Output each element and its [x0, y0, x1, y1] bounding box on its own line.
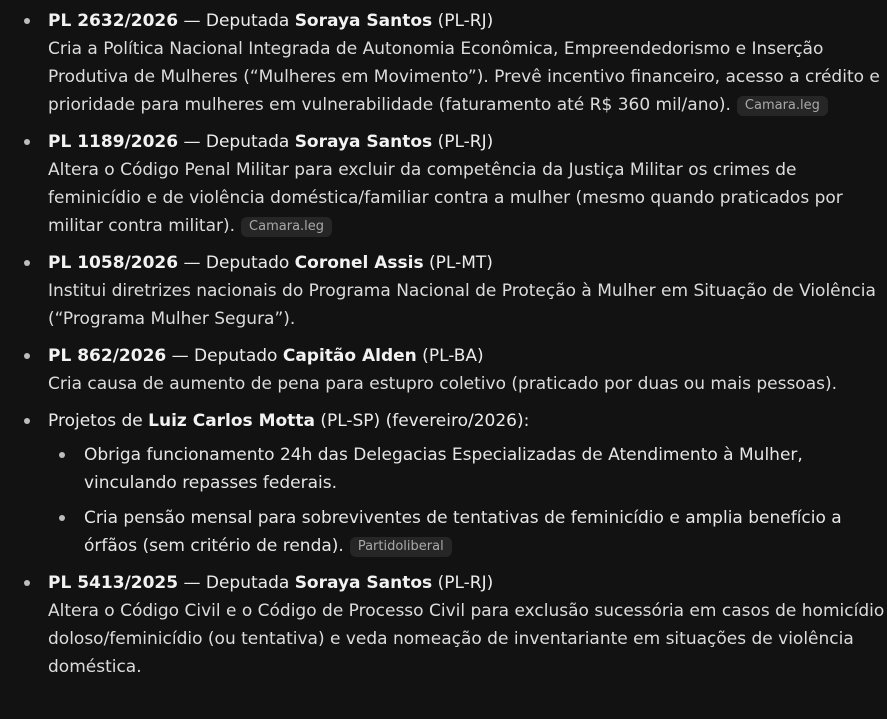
bill-author: Capitão Alden — [282, 346, 417, 366]
bill-description — [48, 156, 887, 240]
list-item — [0, 569, 887, 681]
sub-item-text: Cria pensão mensal para sobreviventes de tentativas de feminicídio e amplia benefício a órfãos (sem critério de renda). — [84, 508, 842, 556]
source-chip[interactable]: Partidoliberal — [350, 537, 452, 557]
list-item — [0, 342, 887, 398]
bullet-icon — [59, 515, 65, 521]
bill-number: PL 2632/2026 — [48, 11, 179, 31]
list-item — [0, 407, 887, 560]
bullet-icon — [59, 452, 65, 458]
bullet-icon — [24, 18, 30, 24]
bill-description: Cria causa de aumento de pena para estupro coletivo (praticado por duas ou mais pessoas). — [48, 374, 838, 394]
bill-author: Coronel Assis — [294, 253, 424, 273]
bullet-icon — [24, 418, 30, 424]
motta-sublist — [48, 441, 887, 560]
bill-heading — [48, 249, 887, 277]
bill-description: Institui diretrizes nacionais do Programa Nacional de Proteção à Mulher em Situação de Violência (“Programa Mulher Segura”). — [48, 281, 876, 329]
motta-heading — [48, 407, 887, 435]
bill-party: (PL-MT) — [423, 253, 493, 273]
bill-heading — [48, 342, 887, 370]
bill-number: PL 1189/2026 — [48, 132, 179, 152]
bill-description-text: Altera o Código Penal Militar para excluir da competência da Justiça Militar os crimes de feminicídio e de violência doméstica/familiar contra a mulher (mesmo quando praticados por militar contra militar). — [48, 160, 843, 236]
bullet-icon — [24, 580, 30, 586]
bill-author: Luiz Carlos Motta — [148, 411, 315, 431]
source-chip[interactable]: Camara.leg — [241, 217, 332, 237]
bill-description: Altera o Código Civil e o Código de Processo Civil para exclusão sucessória em casos de homicídio doloso/feminicídio (ou tentativa) e veda nomeação de inventariante em situações de violência doméstica. — [48, 601, 885, 677]
bill-description — [48, 35, 887, 119]
bill-author-role: — Deputada — [178, 132, 295, 152]
bill-author: Soraya Santos — [294, 573, 433, 593]
bill-author-role: — Deputada — [178, 573, 295, 593]
bill-number: PL 5413/2025 — [48, 573, 179, 593]
list-item — [0, 249, 887, 333]
bullet-icon — [24, 353, 30, 359]
bill-party: (PL-BA) — [416, 346, 484, 366]
source-chip[interactable]: Camara.leg — [737, 96, 828, 116]
bill-number: PL 862/2026 — [48, 346, 167, 366]
bill-number: PL 1058/2026 — [48, 253, 179, 273]
bullet-icon — [24, 139, 30, 145]
bill-party: (PL-RJ) — [432, 573, 494, 593]
bill-heading — [48, 7, 887, 35]
list-item — [0, 128, 887, 240]
bill-heading — [48, 128, 887, 156]
sub-list-item — [48, 441, 887, 497]
bill-party: (PL-RJ) — [432, 132, 494, 152]
motta-suffix: (PL-SP) (fevereiro/2026): — [314, 411, 530, 431]
bill-author: Soraya Santos — [294, 132, 433, 152]
sub-list-item — [48, 504, 887, 560]
sub-item-text: Obriga funcionamento 24h das Delegacias Especializadas de Atendimento à Mulher, vinculando repasses federais. — [84, 445, 803, 493]
bill-party: (PL-RJ) — [432, 11, 494, 31]
bullet-icon — [24, 260, 30, 266]
bill-author-role: — Deputada — [178, 11, 295, 31]
motta-prefix: Projetos de — [48, 411, 149, 431]
list-item — [0, 7, 887, 119]
bill-author-role: — Deputado — [178, 253, 295, 273]
bill-author: Soraya Santos — [294, 11, 433, 31]
bill-description-text: Cria a Política Nacional Integrada de Autonomia Econômica, Empreendedorismo e Inserção Produtiva de Mulheres (“Mulheres em Movimento”). Prevê incentivo financeiro, acesso a crédito e prioridade para mulheres em vulnerabilidade (faturamento até R$ 360 mil/ano). — [48, 39, 880, 115]
bill-heading — [48, 569, 887, 597]
bill-author-role: — Deputado — [166, 346, 283, 366]
